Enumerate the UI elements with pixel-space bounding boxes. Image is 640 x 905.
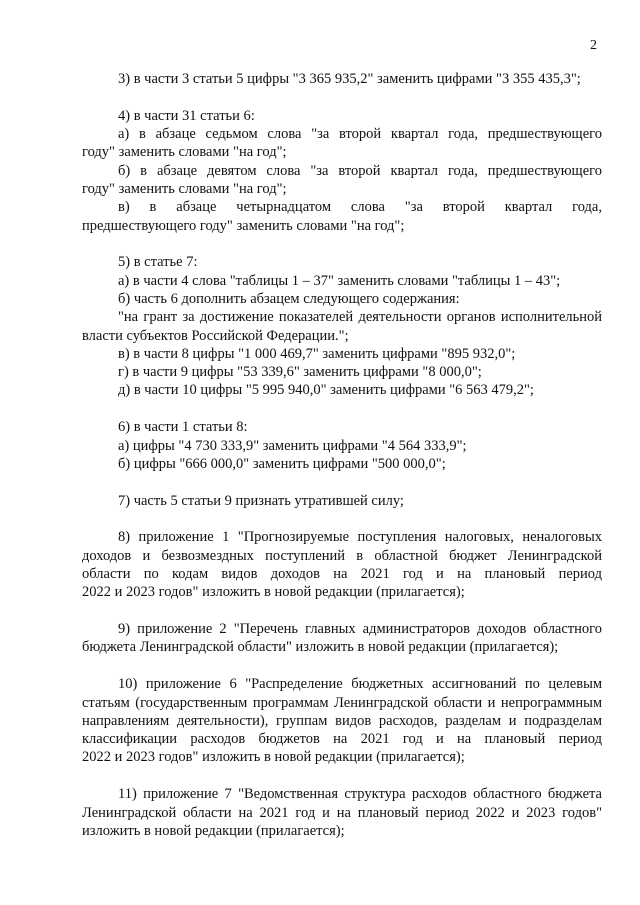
paragraph [82,70,602,88]
paragraph-gap [82,767,602,786]
text-line: 11) приложение 7 "Ведомственная структура расходов областного бюджета [118,786,602,803]
text-line: 6) в части 1 статьи 8: [118,419,248,436]
text-line: 7) часть 5 статьи 9 признать утратившей силу; [118,492,404,509]
text-line: году" заменить словами "на год"; [82,144,287,161]
paragraph [82,290,602,308]
text-line: направлениям деятельности), группам видов расходов, разделам и подразделам [82,712,602,729]
text-line: Ленинградской области на 2021 год и на плановый период 2022 и 2023 годов" [82,804,602,821]
text-line: предшествующего году" заменить словами "на год"; [82,217,405,234]
paragraph [82,528,602,601]
text-line: "на грант за достижение показателей деятельности органов исполнительной [118,309,602,326]
text-line: 2022 и 2023 годов" изложить в новой редакции (прилагается); [82,584,465,601]
text-line: области по кодам видов доходов на 2021 год и на плановый период [82,566,602,583]
text-line: 8) приложение 1 "Прогнозируемые поступления налоговых, неналоговых [118,529,602,546]
text-line: б) часть 6 дополнить абзацем следующего содержания: [118,290,460,307]
paragraph-gap [82,88,602,107]
document-body [82,70,602,840]
paragraph [82,162,602,199]
text-line: в) в абзаце четырнадцатом слова "за второй квартал года, [118,199,602,216]
paragraph [82,381,602,399]
paragraph [82,107,602,125]
paragraph [82,308,602,345]
text-line: 5) в статье 7: [118,254,198,271]
text-line: власти субъектов Российской Федерации."; [82,327,349,344]
paragraph-gap [82,400,602,419]
text-line: в) в части 8 цифры "1 000 469,7" заменить цифрами "895 932,0"; [118,345,516,362]
text-line: 9) приложение 2 "Перечень главных администраторов доходов областного [118,621,602,638]
text-line: а) в абзаце седьмом слова "за второй квартал года, предшествующего [118,126,602,143]
text-line: б) цифры "666 000,0" заменить цифрами "500 000,0"; [118,455,446,472]
text-line: 10) приложение 6 "Распределение бюджетных ассигнований по целевым [118,676,602,693]
text-line: году" заменить словами "на год"; [82,180,287,197]
paragraph [82,345,602,363]
paragraph [82,492,602,510]
paragraph [82,363,602,381]
text-line: а) цифры "4 730 333,9" заменить цифрами "4 564 333,9"; [118,437,467,454]
text-line: статьям (государственным программам Ленинградской области и непрограммным [82,694,602,711]
text-line: доходов и безвозмездных поступлений в областной бюджет Ленинградской [82,547,602,564]
paragraph [82,437,602,455]
paragraph-gap [82,657,602,676]
paragraph [82,272,602,290]
paragraph-gap [82,235,602,254]
text-line: 2022 и 2023 годов" изложить в новой редакции (прилагается); [82,749,465,766]
text-line: изложить в новой редакции (прилагается); [82,822,345,839]
text-line: а) в части 4 слова "таблицы 1 – 37" заменить словами "таблицы 1 – 43"; [118,272,561,289]
paragraph [82,253,602,271]
text-line: б) в абзаце девятом слова "за второй квартал года, предшествующего [118,162,602,179]
paragraph [82,418,602,436]
paragraph [82,675,602,766]
page-number: 2 [590,38,597,53]
paragraph-gap [82,602,602,621]
text-line: д) в части 10 цифры "5 995 940,0" заменить цифрами "6 563 479,2"; [118,382,534,399]
text-line: г) в части 9 цифры "53 339,6" заменить цифрами "8 000,0"; [118,364,482,381]
paragraph [82,620,602,657]
text-line: 3) в части 3 статьи 5 цифры "3 365 935,2" заменить цифрами "3 355 435,3"; [118,71,581,87]
text-line: 4) в части 31 статьи 6: [118,107,255,124]
paragraph [82,125,602,162]
paragraph-gap [82,473,602,492]
paragraph-gap [82,510,602,529]
text-line: классификации расходов бюджетов на 2021 год и на плановый период [82,731,602,748]
paragraph [82,785,602,840]
paragraph [82,455,602,473]
paragraph [82,198,602,235]
text-line: бюджета Ленинградской области" изложить в новой редакции (прилагается); [82,639,559,656]
